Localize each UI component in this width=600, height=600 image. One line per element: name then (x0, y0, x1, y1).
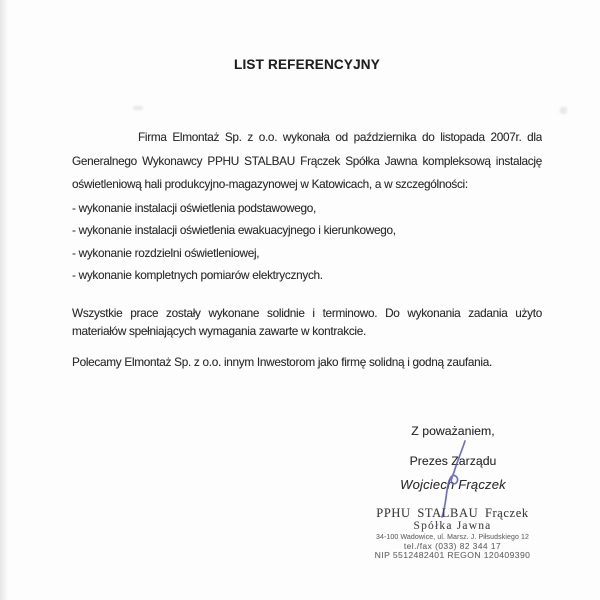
scan-artifact (133, 106, 143, 110)
signer-name: Wojciech Frączek (400, 477, 506, 492)
intro-line: Firma Elmontaż Sp. z o.o. wykonała od października do listopada 2007r. dla (138, 130, 542, 144)
recommendation-paragraph: Polecamy Elmontaż Sp. z o.o. innym Inwestorom jako firmę solidną i godną zaufania. (72, 355, 492, 369)
stamp-company-name: PPHU STALBAU Frączek (376, 506, 529, 520)
stamp-phone-fax: tel./fax (033) 82 344 17 (403, 541, 502, 552)
stamp-legal-form: Spółka Jawna (413, 520, 492, 532)
bullet-item: - wykonanie rozdzielni oświetleniowej, (72, 245, 260, 260)
scope-bullet-list (72, 197, 542, 287)
intro-line: Generalnego Wykonawcy PPHU STALBAU Frączek Spółka Jawna kompleksową instalację (72, 153, 542, 168)
stamp-tax-ids: NIP 5512482401 REGON 120409390 (374, 550, 531, 561)
company-stamp (345, 507, 560, 561)
bullet-item: - wykonanie kompletnych pomiarów elektrycznych. (72, 268, 323, 283)
stamp-address: 34-100 Wadowice, ul. Marsz. J. Piłsudskiego 12 (376, 533, 529, 541)
scan-artifact (560, 107, 567, 114)
intro-line: oświetleniową hali produkcyjno-magazynowej w Katowicach, a w szczególności: (72, 177, 468, 191)
bullet-item: - wykonanie instalacji oświetlenia ewakuacyjnego i kierunkowego, (72, 223, 396, 238)
bullet-item: - wykonanie instalacji oświetlenia podstawowego, (72, 201, 316, 215)
summary-paragraph (72, 305, 542, 340)
summary-line: materiałów spełniających wymagania zawarte w kontrakcie. (72, 323, 366, 338)
signer-role: Prezes Zarządu (409, 454, 497, 468)
scan-edge-shading (0, 0, 8, 600)
closing-salutation: Z poważaniem, (411, 424, 495, 438)
document-title: LIST REFERENCYJNY (234, 57, 380, 72)
intro-paragraph (72, 126, 542, 197)
summary-line: Wszystkie prace zostały wykonane solidnie i terminowo. Do wykonania zadania użyto (72, 306, 542, 320)
